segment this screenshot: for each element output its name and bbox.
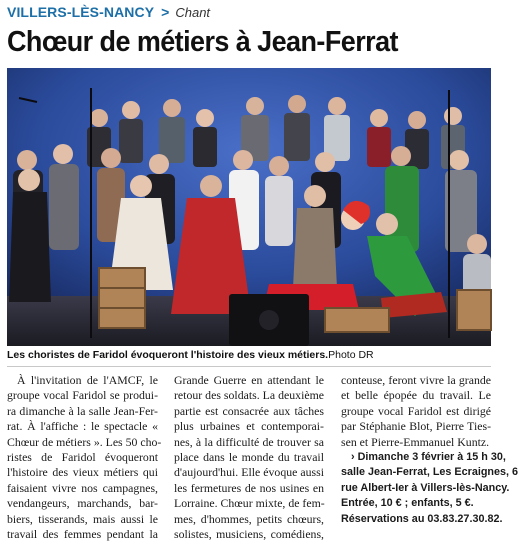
body-line: l'histoire des vieux métiers qui xyxy=(7,465,158,480)
body-line: partie est consacrée aux tâches xyxy=(174,403,324,418)
body-line: biers, tisserands, mais aussi le xyxy=(7,511,158,526)
body-line: Chœur de métiers ». Les 50 cho- xyxy=(7,434,162,449)
body-line: Grande Guerre en attendant le xyxy=(174,373,324,387)
event-info-line: salle Jean-Ferrat, Les Ecraignes, 6 xyxy=(341,466,518,479)
article-kicker xyxy=(7,4,210,22)
breadcrumb-separator: > xyxy=(161,4,170,20)
event-info-line: rue Albert-Ier à Villers-lès-Nancy. xyxy=(341,481,510,494)
body-line: ristes de Faridol évoqueront xyxy=(7,450,158,465)
body-line: groupe vocal Faridol se produi- xyxy=(7,388,158,403)
caption-divider xyxy=(7,366,491,367)
body-line: faisaient vivre nos campagnes, xyxy=(7,480,158,495)
body-line: plus urbaines et contemporai- xyxy=(174,419,324,434)
article-column-3 xyxy=(341,373,518,527)
body-line: place dans le monde du travail xyxy=(174,450,324,465)
event-info-line: Entrée, 10 € ; enfants, 5 €. xyxy=(341,497,474,510)
body-line: et belle épopée du travail. Le xyxy=(341,388,491,403)
reservation-phone: Réservations au 03.83.27.30.82. xyxy=(341,512,503,525)
body-line: conteuse, feront vivre la grande xyxy=(341,373,491,387)
body-line: retour des soldats. La deuxième xyxy=(174,388,324,403)
article-column-1 xyxy=(7,373,162,542)
body-line: rat. À l'affiche : le spectacle « xyxy=(7,419,158,434)
body-line: ra dimanche à la salle Jean-Fer- xyxy=(7,403,158,418)
body-line: sen et Pierre-Emmanuel Kuntz. xyxy=(341,434,490,449)
rubric-label: Chant xyxy=(175,5,211,20)
body-line: groupe vocal Faridol est dirigé xyxy=(341,403,491,418)
article-headline: Chœur de métiers à Jean-Ferrat xyxy=(7,26,398,58)
body-line: par Stéphanie Blot, Pierre Ties- xyxy=(341,419,491,434)
body-line: À l'invitation de l'AMCF, le xyxy=(17,373,158,387)
photo-credit: Photo DR xyxy=(328,349,374,361)
body-line: vendangeurs, marchands, bar- xyxy=(7,496,158,511)
body-line: nes, à la difficulté de trouver sa xyxy=(174,434,324,449)
event-info-line: › Dimanche 3 février à 15 h 30, xyxy=(351,451,506,464)
article-column-2 xyxy=(174,373,324,542)
location-label: VILLERS-LÈS-NANCY xyxy=(7,4,155,20)
body-line: solistes, musiciens, comédiens, xyxy=(174,527,324,542)
body-line: mes, d'hommes, petits chœurs, xyxy=(174,511,324,526)
body-line: travail des femmes pendant la xyxy=(7,527,158,542)
body-line: d'aujourd'hui. Elle évoque aussi xyxy=(174,465,324,480)
concert-photo xyxy=(7,68,491,346)
body-line: Lorraine. Chœur mixte, de fem- xyxy=(174,496,325,511)
caption-text: Les choristes de Faridol évoqueront l'histoire des vieux métiers. xyxy=(7,349,329,361)
body-line: les fermetures de nos usines en xyxy=(174,480,324,495)
photo-caption xyxy=(7,349,493,362)
